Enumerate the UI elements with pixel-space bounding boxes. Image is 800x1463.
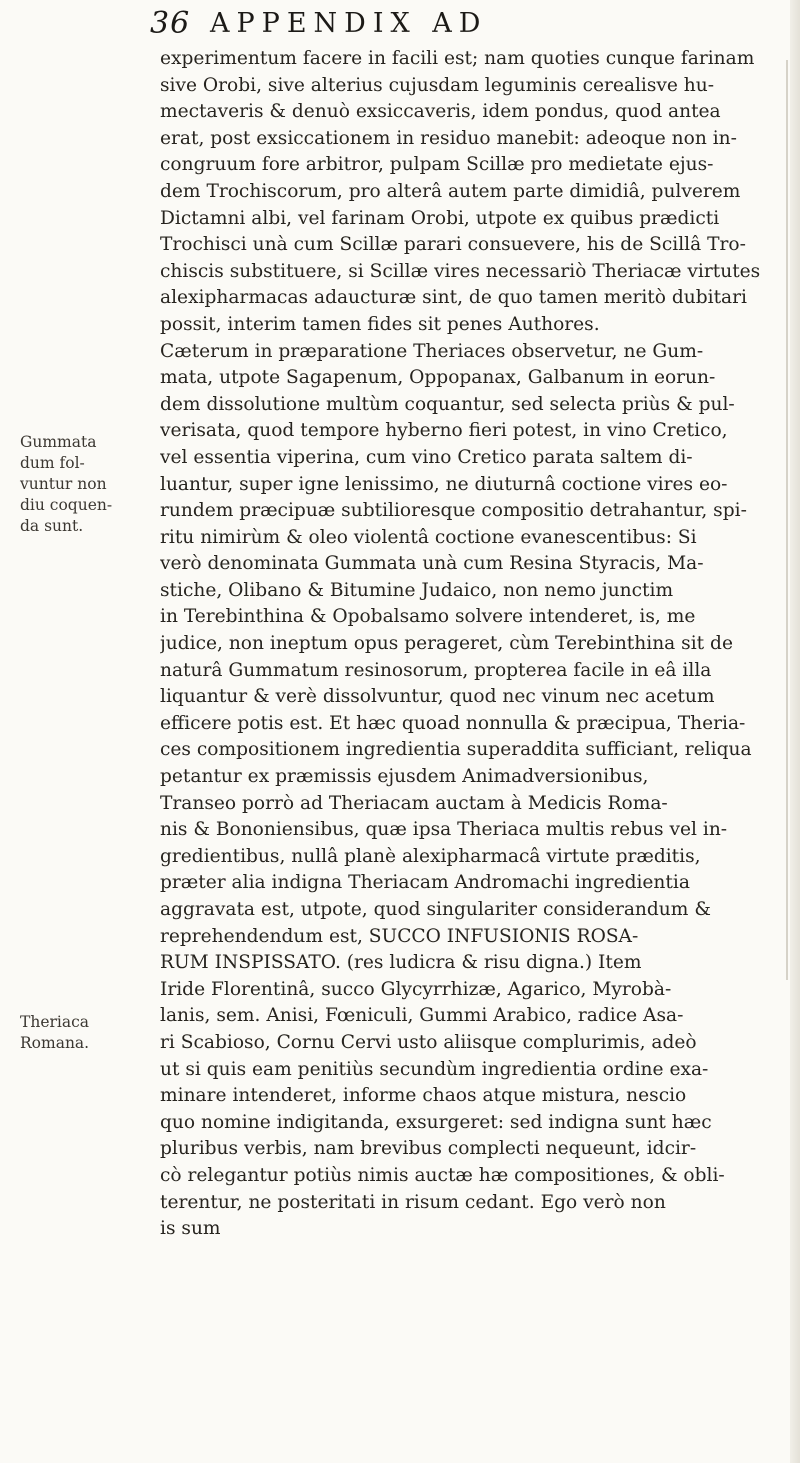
text-line: mata, utpote Sagapenum, Oppopanax, Galbanum in eorun- — [160, 367, 716, 389]
text-line: mectaveris & denuò exsiccaveris, idem pondus, quod antea — [160, 101, 721, 123]
text-line: judice, non ineptum opus perageret, cùm Terebinthina sit de — [160, 633, 733, 655]
text-line: terentur, ne posteritati in risum cedant. Ego verò non — [160, 1191, 666, 1213]
marginal-note-line: Romana. — [20, 1034, 90, 1052]
text-line: liquantur & verè dissolvuntur, quod nec vinum nec acetum — [160, 686, 715, 708]
marginal-note-line: dum fol- — [20, 454, 85, 472]
text-line: vel essentia viperina, cum vino Cretico parata saltem di- — [160, 446, 693, 468]
text-line: verisata, quod tempore hyberno fieri potest, in vino Cretico, — [160, 420, 728, 442]
text-line: possit, interim tamen fides sit penes Authores. — [160, 313, 600, 335]
text-line: cò relegantur potiùs nimis auctæ hæ compositiones, & obli- — [160, 1164, 725, 1186]
text-line: naturâ Gummatum resinosorum, propterea facile in eâ illa — [160, 659, 712, 681]
text-line: gredientibus, nullâ planè alexipharmacâ virtute præditis, — [160, 845, 701, 867]
text-line: Transeo porrò ad Theriacam auctam à Medicis Roma- — [160, 792, 668, 814]
text-line: lanis, sem. Anisi, Fœniculi, Gummi Arabico, radice Asa- — [160, 1005, 684, 1027]
text-line: sive Orobi, sive alterius cujusdam leguminis cerealisve hu- — [160, 74, 715, 96]
page-gutter-line — [786, 60, 788, 980]
text-line: pluribus verbis, nam brevibus complecti nequeunt, idcir- — [160, 1138, 697, 1160]
text-line: luantur, super igne lenissimo, ne diuturnâ coctione vires eo- — [160, 473, 728, 495]
marginal-note-line: diu coquen- — [20, 496, 113, 514]
running-head — [150, 6, 770, 46]
text-line: congruum fore arbitror, pulpam Scillæ pro medietate ejus- — [160, 154, 714, 176]
text-line: is sum — [160, 1218, 221, 1240]
marginal-note-theriaca — [20, 1012, 146, 1054]
text-line: ri Scabioso, Cornu Cervi usto aliisque complurimis, adeò — [160, 1031, 697, 1053]
text-line: chiscis substituere, si Scillæ vires necessariò Theriacæ virtutes — [160, 260, 761, 282]
text-line: verò denominata Gummata unà cum Resina Styracis, Ma- — [160, 553, 704, 575]
text-line: ut si quis eam penitiùs secundùm ingredientia ordine exa- — [160, 1058, 709, 1080]
text-line: alexipharmacas adaucturæ sint, de quo tamen meritò dubitari — [160, 287, 747, 309]
page-number: 36 — [150, 6, 191, 41]
text-line: erat, post exsiccationem in residuo manebit: adeoque non in- — [160, 127, 737, 149]
text-line: in Terebinthina & Opobalsamo solvere intenderet, is, me — [160, 606, 696, 628]
main-text-block — [160, 46, 770, 1446]
text-line: Cæterum in præparatione Theriaces observetur, ne Gum- — [160, 340, 704, 362]
text-line: petantur ex præmissis ejusdem Animadversionibus, — [160, 766, 649, 788]
text-line: Iride Florentinâ, succo Glycyrrhizæ, Agarico, Myrobà- — [160, 978, 672, 1000]
text-line: rundem præcipuæ subtilioresque compositio detrahantur, spi- — [160, 500, 747, 522]
text-line: dem dissolutione multùm coquantur, sed selecta priùs & pul- — [160, 393, 735, 415]
text-line: minare intenderet, informe chaos atque mistura, nescio — [160, 1085, 687, 1107]
page-edge — [790, 0, 800, 1463]
text-line: ritu nimirùm & oleo violentâ coctione evanescentibus: Si — [160, 526, 697, 548]
text-line: ces compositionem ingredientia superaddita sufficiant, reliqua — [160, 739, 752, 761]
text-line: nis & Bononiensibus, quæ ipsa Theriaca multis rebus vel in- — [160, 819, 728, 841]
marginal-note-line: Theriaca — [20, 1013, 90, 1031]
marginal-note-line: da sunt. — [20, 517, 84, 535]
text-line: aggravata est, utpote, quod singulariter considerandum & — [160, 899, 711, 920]
text-line: dem Trochiscorum, pro alterâ autem parte dimidiâ, pulverem — [160, 180, 741, 202]
text-line: RUM INSPISSATO. (res ludicra & risu digna.) Item — [160, 952, 642, 974]
marginal-note-line: vuntur non — [20, 475, 107, 493]
marginal-note-gummata — [20, 432, 146, 537]
text-line: Dictamni albi, vel farinam Orobi, utpote ex quibus prædicti — [160, 207, 720, 229]
text-line: Trochisci unà cum Scillæ parari consuevere, his de Scillâ Tro- — [160, 234, 746, 256]
text-line: experimentum facere in facili est; nam quoties cunque farinam — [160, 48, 755, 69]
text-line: præter alia indigna Theriacam Andromachi ingredientia — [160, 872, 690, 894]
text-line: efficere potis est. Et hæc quoad nonnulla & præcipua, Theria- — [160, 712, 746, 734]
text-line: quo nomine indigitanda, exsurgeret: sed indigna sunt hæc — [160, 1111, 712, 1133]
text-line: reprehendendum est, SUCCO INFUSIONIS ROSA- — [160, 925, 639, 947]
running-head-title: APPENDIX AD — [210, 8, 488, 39]
marginal-note-line: Gummata — [20, 433, 97, 451]
text-line: stiche, Olibano & Bitumine Judaico, non nemo junctim — [160, 579, 674, 601]
